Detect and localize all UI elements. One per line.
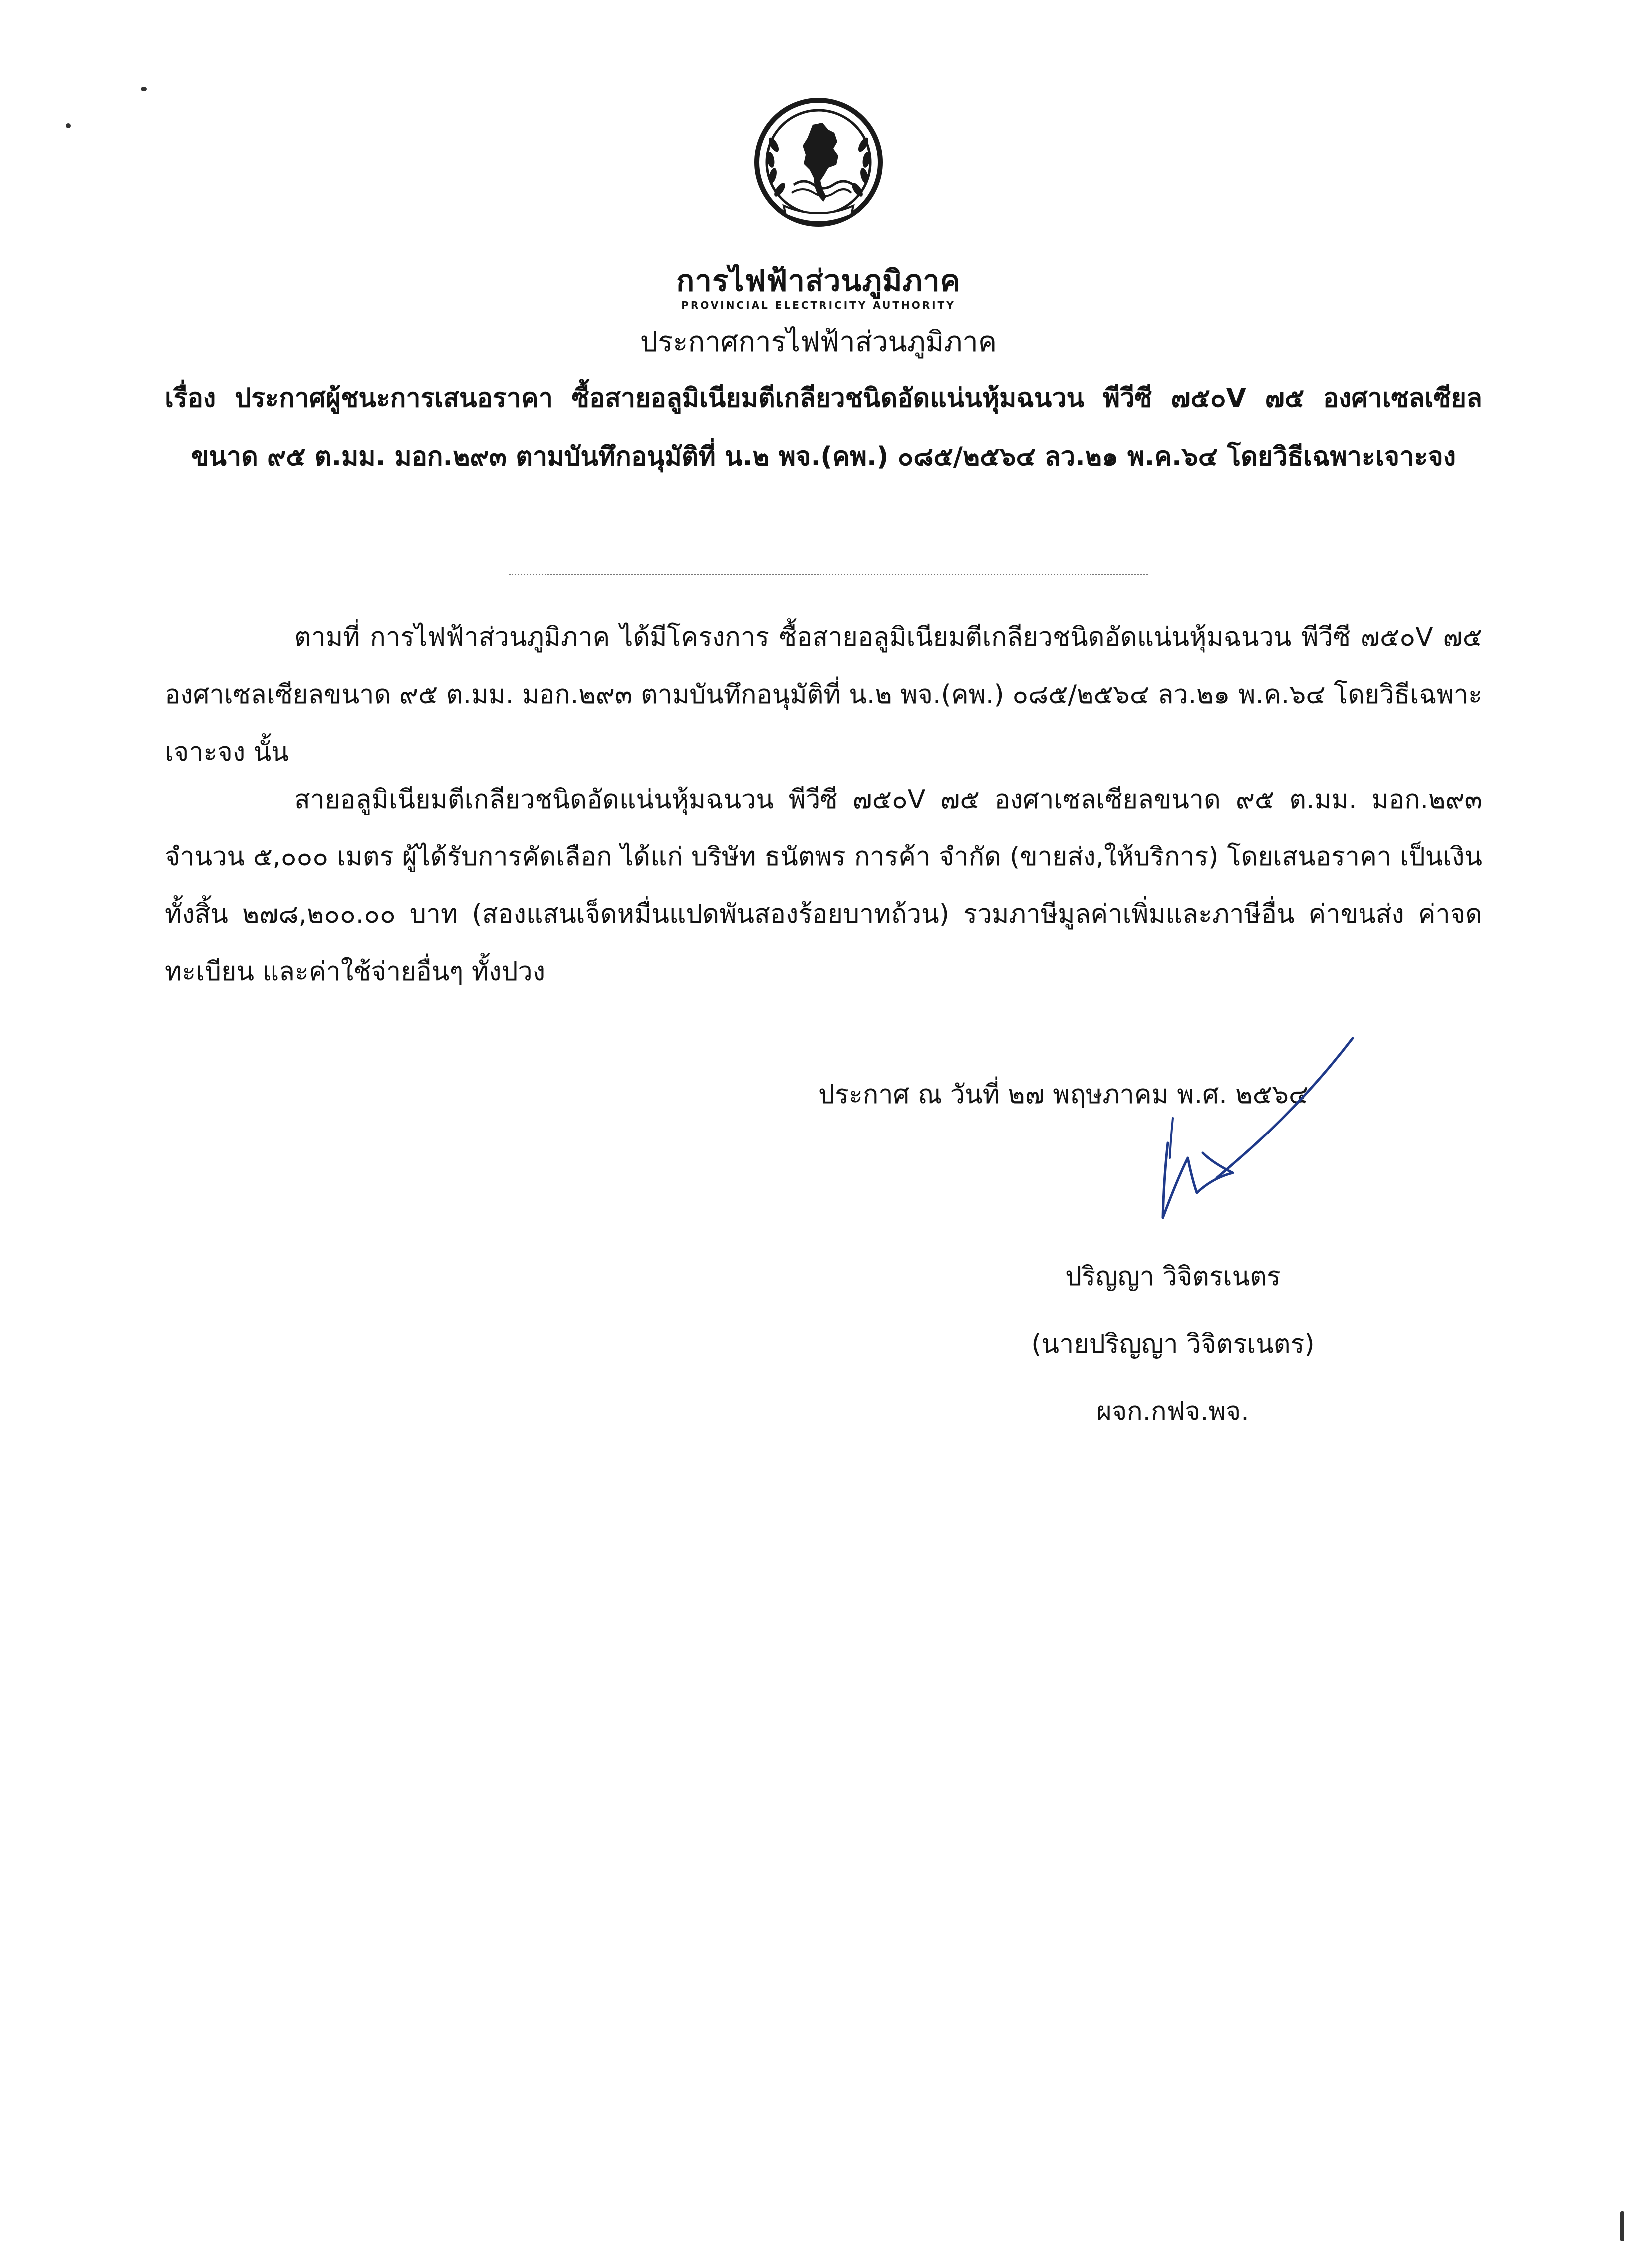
handwritten-signature [1138,1028,1367,1238]
pea-seal-icon [754,90,883,235]
signer-full-name: (นายปริญญา วิจิตรเนตร) [1031,1329,1315,1359]
announcement-heading: ประกาศการไฟฟ้าส่วนภูมิภาค [640,326,997,358]
signer-name: ปริญญา วิจิตรเนตร [1065,1262,1281,1292]
signer-position: ผจก.กฟจ.พจ. [1096,1397,1249,1426]
signature-icon [1138,1028,1367,1238]
scan-speck [141,87,147,91]
pea-logo [754,90,883,235]
announcement-date: ประกาศ ณ วันที่ ๒๗ พฤษภาคม พ.ศ. ๒๕๖๔ [818,1080,1309,1110]
org-name-english: PROVINCIAL ELECTRICITY AUTHORITY [681,299,956,311]
announcement-subject: เรื่อง ประกาศผู้ชนะการเสนอราคา ซื้อสายอลูมิเนียมตีเกลียวชนิดอัดแน่นหุ้มฉนวน พีวีซี ๗๕๐V ๗๕ องศาเซลเซียลขนาด ๙๕ ต.มม. มอก.๒๙๓ ตามบันทึกอนุมัติที่ น.๒ พจ.(คพ.) ๐๘๕/๒๕๖๔ ลว.๒๑ พ.ค.๖๔ โดยวิธีเฉพาะเจาะจง [165,383,1482,472]
scan-speck [1620,2211,1624,2241]
scan-speck [66,123,71,128]
divider-line [509,574,1148,575]
body-paragraph-1: ตามที่ การไฟฟ้าส่วนภูมิภาค ได้มีโครงการ ซื้อสายอลูมิเนียมตีเกลียวชนิดอัดแน่นหุ้มฉนวน พีวีซี ๗๕๐V ๗๕ องศาเซลเซียลขนาด ๙๕ ต.มม. มอก.๒๙๓ ตามบันทึกอนุมัติที่ น.๒ พจ.(คพ.) ๐๘๕/๒๕๖๔ ลว.๒๑ พ.ค.๖๔ โดยวิธีเฉพาะเจาะจง นั้น [165,622,1482,767]
org-name-thai: การไฟฟ้าส่วนภูมิภาค [676,264,961,298]
body-paragraph-2: สายอลูมิเนียมตีเกลียวชนิดอัดแน่นหุ้มฉนวน พีวีซี ๗๕๐V ๗๕ องศาเซลเซียลขนาด ๙๕ ต.มม. มอก.๒๙๓ จำนวน ๕,๐๐๐ เมตร ผู้ได้รับการคัดเลือก ได้แก่ บริษัท ธนัตพร การค้า จำกัด (ขายส่ง,ให้บริการ) โดยเสนอราคา เป็นเงินทั้งสิ้น ๒๗๘,๒๐๐.๐๐ บาท (สองแสนเจ็ดหมื่นแปดพันสองร้อยบาทถ้วน) รวมภาษีมูลค่าเพิ่มและภาษีอื่น ค่าขนส่ง ค่าจดทะเบียน และค่าใช้จ่ายอื่นๆ ทั้งปวง [165,785,1482,987]
